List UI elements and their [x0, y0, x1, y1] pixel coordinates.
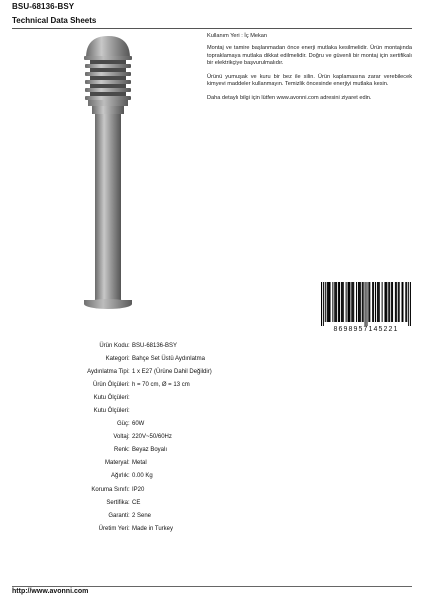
barcode-bar — [375, 282, 376, 322]
barcode-bar — [329, 282, 330, 322]
spec-row: Ürün Kodu : BSU-68136-BSY — [40, 343, 280, 356]
barcode-bar — [378, 282, 379, 322]
barcode-bar — [384, 282, 385, 322]
spec-value: Metal — [132, 460, 147, 467]
barcode — [321, 282, 411, 338]
spec-label: Renk — [113, 447, 128, 454]
barcode-bar — [328, 282, 329, 322]
barcode-bar — [325, 282, 326, 322]
spec-label: Garanti — [108, 512, 128, 519]
product-image — [78, 34, 138, 314]
barcode-bar — [389, 282, 390, 322]
spec-value: h = 70 cm, Ø = 13 cm — [132, 382, 190, 389]
spec-label: Ağırlık — [110, 473, 128, 480]
spec-table — [40, 343, 280, 539]
spec-value: Bahçe Set Üstü Aydınlatma — [132, 356, 205, 363]
barcode-bar — [406, 282, 407, 322]
spec-label: Kutu Ölçüleri — [93, 408, 128, 415]
spec-value: 2 Sene — [132, 512, 152, 519]
barcode-bar — [356, 282, 357, 322]
barcode-bar — [408, 282, 409, 326]
spec-label: Voltaj — [113, 434, 128, 441]
spec-row: Garanti : 2 Sene — [40, 513, 280, 526]
spec-value: CE — [132, 499, 141, 506]
barcode-bars — [321, 282, 411, 326]
barcode-bar — [402, 282, 403, 322]
spec-value: Beyaz Boyalı — [132, 447, 168, 454]
product-notes — [207, 33, 412, 109]
barcode-bar — [372, 282, 373, 322]
barcode-bar — [382, 282, 383, 322]
barcode-bar — [373, 282, 374, 322]
spec-value: BSU-68136-BSY — [132, 343, 178, 349]
spec-label: Kategori — [105, 356, 128, 363]
barcode-bar — [365, 282, 366, 326]
more-info-note: Daha detaylı bilgi için lütfen www.avonni.com adresini ziyaret edin. — [207, 94, 372, 101]
barcode-bar — [335, 282, 336, 322]
barcode-bar — [342, 282, 343, 322]
spec-label: Ürün Ölçüleri — [92, 382, 128, 389]
barcode-bar — [353, 282, 354, 322]
installation-note: Montaj ve tamire başlanmadan önce enerji mutlaka kesilmelidir. Ürün montajında topraklamaya mutlaka dikkat edilmelidir. Doğru ve güvenli bir montaj için sertifikalı bir elektrikçiye başvurulmalıdır. — [207, 45, 412, 66]
barcode-bar — [395, 282, 396, 322]
barcode-bar — [385, 282, 386, 322]
barcode-bar — [396, 282, 397, 322]
barcode-bar — [327, 282, 328, 322]
barcode-bar — [323, 282, 324, 326]
barcode-bar — [349, 282, 350, 322]
header-divider — [12, 28, 412, 29]
spec-row: Kutu Ölçüleri : — [40, 408, 280, 421]
barcode-bar — [343, 282, 344, 322]
spec-row: Aydınlatma Tipi : 1 x E27 (Ürüne Dahil Değildir) — [40, 369, 280, 382]
spec-label: Güç — [116, 421, 128, 428]
usage-text: Kullanım Yeri : İç Mekan — [207, 33, 268, 39]
spec-value: Made in Turkey — [132, 525, 174, 532]
barcode-bar — [336, 282, 337, 322]
spec-row: Voltaj : 220V~50/60Hz — [40, 434, 280, 447]
spec-row: Kutu Ölçüleri : — [40, 395, 280, 408]
barcode-bar — [351, 282, 352, 322]
spec-row: Kategori : Bahçe Set Üstü Aydınlatma — [40, 356, 280, 369]
barcode-bar — [346, 282, 347, 322]
spec-value: 60W — [132, 421, 145, 428]
spec-row: Sertifika : CE — [40, 500, 280, 513]
spec-label: Koruma Sınıfı — [91, 486, 128, 493]
spec-value: 220V~50/60Hz — [132, 434, 172, 441]
barcode-bar — [330, 282, 331, 322]
spec-label: Materyal — [104, 460, 128, 467]
spec-row: Materyal : Metal — [40, 460, 280, 473]
barcode-bar — [341, 282, 342, 322]
barcode-bar — [362, 282, 363, 322]
barcode-bar — [366, 282, 367, 326]
spec-label: Aydınlatma Tipi — [87, 369, 128, 376]
barcode-bar — [348, 282, 349, 322]
spec-row: Ağırlık : 0.00 Kg — [40, 473, 280, 486]
barcode-bar — [358, 282, 359, 322]
spec-value: 0.00 Kg — [132, 473, 153, 480]
barcode-bar — [392, 282, 393, 322]
barcode-bar — [338, 282, 339, 322]
footer-divider — [12, 586, 412, 587]
spec-value: IP20 — [132, 486, 145, 493]
barcode-bar — [321, 282, 322, 326]
barcode-bar — [348, 282, 349, 322]
barcode-bar — [359, 282, 360, 322]
header-product-code: BSU-68136-BSY — [12, 2, 75, 11]
spec-label: Kutu Ölçüleri — [93, 395, 128, 402]
barcode-bar — [402, 282, 403, 322]
spec-row: Üretim Yeri : Made in Turkey — [40, 526, 280, 539]
barcode-bar — [334, 282, 335, 322]
barcode-bar — [388, 282, 389, 322]
spec-label: Sertifika — [106, 499, 128, 506]
barcode-digits: 8698957145221 — [333, 326, 399, 333]
spec-row: Ürün Ölçüleri : h = 70 cm, Ø = 13 cm — [40, 382, 280, 395]
cleaning-note: Ürünü yumuşak ve kuru bir bez ile silin. Ürün kaplamasına zarar verebilecek kimyevi maddeler kullanmayın. Temizlik öncesinde enerjiyi mutlaka kesin. — [207, 73, 412, 87]
spec-row: Güç : 60W — [40, 421, 280, 434]
barcode-bar — [410, 282, 411, 326]
barcode-bar — [352, 282, 353, 322]
barcode-bar — [360, 282, 361, 322]
spec-label: Üretim Yeri — [98, 525, 128, 532]
barcode-bar — [363, 282, 364, 322]
barcode-bar — [368, 282, 369, 322]
barcode-bar — [369, 282, 370, 322]
spec-row: Koruma Sınıfı : IP20 — [40, 487, 280, 500]
barcode-bar — [332, 282, 333, 322]
barcode-bar — [398, 282, 399, 322]
barcode-bar — [399, 282, 400, 322]
barcode-bar — [391, 282, 392, 322]
spec-label: Ürün Kodu — [99, 343, 128, 349]
barcode-bar — [405, 282, 406, 322]
barcode-bar — [339, 282, 340, 322]
footer-url: http://www.avonni.com — [12, 588, 89, 595]
barcode-bar — [377, 282, 378, 322]
barcode-bar — [386, 282, 387, 322]
spec-value: 1 x E27 (Ürüne Dahil Değildir) — [132, 369, 212, 376]
barcode-bar — [379, 282, 380, 322]
spec-row: Renk : Beyaz Boyalı — [40, 447, 280, 460]
header-title: Technical Data Sheets — [12, 16, 97, 25]
